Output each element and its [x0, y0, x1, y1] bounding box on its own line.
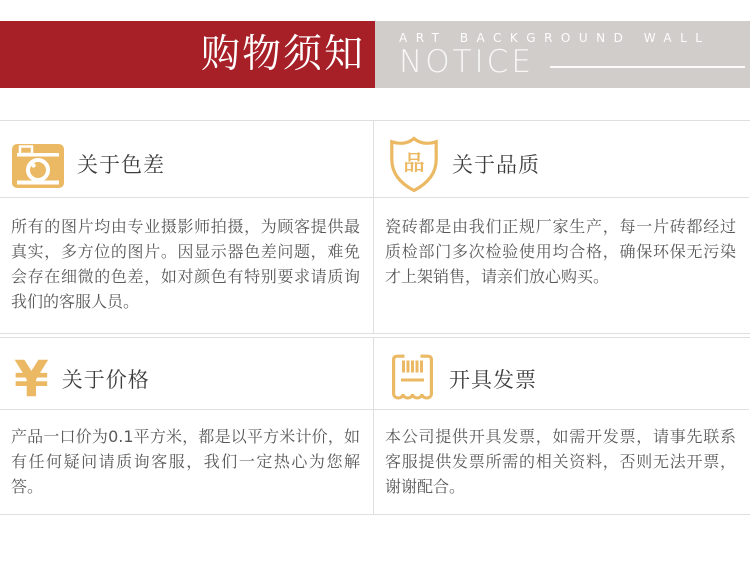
sections-row-2 [0, 337, 750, 515]
banner-notice-text: NOTICE [399, 44, 534, 80]
yuan-price-icon: ¥ [14, 349, 49, 408]
section-color-difference-header [0, 121, 373, 198]
sections-row-1 [0, 120, 750, 334]
banner-notice-row [399, 44, 750, 80]
section-quality [374, 121, 749, 333]
svg-text:品: 品 [403, 150, 425, 175]
invoice-receipt-icon [389, 353, 436, 405]
page-title: 购物须知 [200, 32, 365, 77]
section-invoice-header [374, 338, 749, 410]
section-body-text: 本公司提供开具发票，如需开发票，请事先联系客服提供发票所需的相关资料，否则无法开票，谢谢配合。 [385, 427, 736, 496]
section-price-header [0, 338, 373, 410]
camera-icon [12, 141, 64, 188]
section-title: 关于品质 [452, 153, 540, 177]
notice-sections [0, 120, 750, 515]
section-quality-header [374, 121, 749, 198]
section-color-difference [0, 121, 374, 333]
section-title: 关于色差 [77, 153, 165, 177]
banner-red-block [0, 21, 375, 88]
decorative-line [550, 66, 745, 68]
section-title: 开具发票 [449, 367, 537, 392]
section-invoice [374, 338, 749, 514]
banner-subtitle: ART BACKGROUND WALL [399, 31, 711, 45]
section-body-text: 所有的图片均由专业摄影师拍摄，为顾客提供最真实，多方位的图片。因显示器色差问题，难免会存在细微的色差，如对颜色有特别要求请质询我们的客服人员。 [11, 217, 360, 311]
banner-gray-block [375, 21, 750, 88]
quality-shield-icon [389, 136, 439, 193]
section-price [0, 338, 374, 514]
section-body-text: 产品一口价为0.1平方米，都是以平方米计价，如有任何疑问请质询客服，我们一定热心为您解答。 [11, 427, 360, 496]
section-body-text: 瓷砖都是由我们正规厂家生产，每一片砖都经过质检部门多次检验使用均合格，确保环保无污染才上架销售，请亲们放心购买。 [385, 217, 736, 286]
header-banner [0, 21, 750, 88]
section-title: 关于价格 [61, 367, 150, 392]
